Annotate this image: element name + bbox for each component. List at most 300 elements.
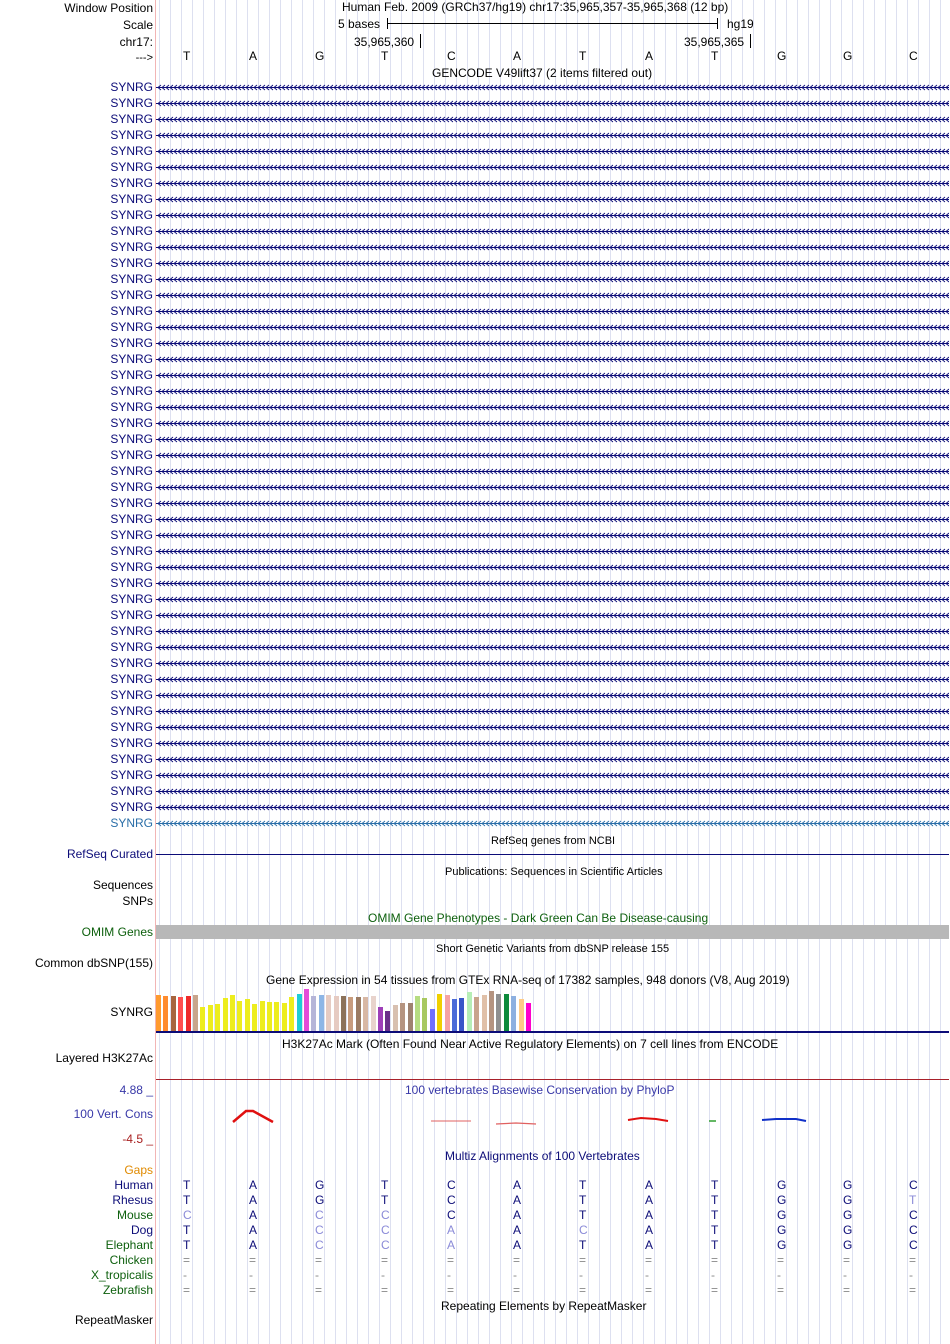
multiz-base: C — [447, 1178, 456, 1192]
base-letter: T — [381, 49, 389, 63]
multiz-base: T — [711, 1208, 719, 1222]
gencode-transcript[interactable] — [156, 579, 949, 588]
multiz-title: Multiz Alignments of 100 Vertebrates — [445, 1149, 640, 1163]
multiz-species-label[interactable]: Mouse — [116, 1208, 153, 1222]
position-right-tick — [750, 34, 751, 48]
gencode-gene-label[interactable]: SYNRG — [110, 640, 153, 654]
multiz-base: = — [249, 1253, 257, 1267]
gencode-gene-label[interactable]: SYNRG — [110, 784, 153, 798]
gencode-gene-label[interactable]: SYNRG — [110, 688, 153, 702]
gencode-gene-label[interactable]: SYNRG — [110, 624, 153, 638]
multiz-base: = — [183, 1253, 191, 1267]
gencode-gene-label[interactable]: SYNRG — [110, 352, 153, 366]
gtex-tissue-bar[interactable] — [356, 997, 361, 1031]
gencode-gene-label[interactable]: SYNRG — [110, 416, 153, 430]
multiz-base: A — [249, 1178, 258, 1192]
multiz-base: A — [447, 1223, 456, 1237]
gencode-gene-label[interactable]: SYNRG — [110, 160, 153, 174]
gencode-transcript[interactable] — [156, 675, 949, 684]
multiz-base: C — [381, 1238, 390, 1252]
h3k27ac-baseline — [156, 1079, 949, 1080]
multiz-base: = — [645, 1253, 653, 1267]
gencode-gene-label[interactable]: SYNRG — [110, 512, 153, 526]
phylop-peak-4 — [628, 1118, 668, 1121]
gtex-tissue-bar[interactable] — [437, 994, 442, 1031]
db-label: hg19 — [727, 17, 754, 31]
gtex-tissue-bar[interactable] — [252, 1004, 257, 1031]
multiz-species-label[interactable]: Dog — [130, 1223, 153, 1237]
h3k27ac-label[interactable]: Layered H3K27Ac — [55, 1051, 153, 1065]
gencode-transcript[interactable] — [156, 339, 949, 348]
multiz-base: A — [513, 1178, 522, 1192]
gtex-tissue-bar[interactable] — [474, 997, 479, 1031]
multiz-base: T — [579, 1208, 587, 1222]
gtex-tissue-bar[interactable] — [319, 995, 324, 1031]
chrom-label: chr17: — [119, 35, 153, 49]
gencode-transcript[interactable] — [156, 163, 949, 172]
multiz-base: T — [183, 1193, 191, 1207]
gencode-transcript[interactable] — [156, 243, 949, 252]
multiz-base: C — [315, 1238, 324, 1252]
multiz-base: G — [777, 1193, 787, 1207]
gencode-transcript[interactable] — [156, 435, 949, 444]
base-letter: G — [777, 49, 787, 63]
gencode-gene-label[interactable]: SYNRG — [110, 240, 153, 254]
gencode-gene-label[interactable]: SYNRG — [110, 96, 153, 110]
gencode-transcript[interactable] — [156, 403, 949, 412]
gencode-gene-label[interactable]: SYNRG — [110, 144, 153, 158]
gencode-gene-label[interactable]: SYNRG — [110, 608, 153, 622]
multiz-base: T — [579, 1238, 587, 1252]
omim-label[interactable]: OMIM Genes — [81, 925, 153, 939]
gencode-gene-label[interactable]: SYNRG — [110, 400, 153, 414]
gencode-transcript[interactable] — [156, 467, 949, 476]
multiz-base: C — [909, 1223, 918, 1237]
multiz-species-label[interactable]: Human — [114, 1178, 153, 1192]
gencode-gene-label[interactable]: SYNRG — [110, 528, 153, 542]
scale-text: 5 bases — [338, 17, 381, 31]
omim-feature-bar[interactable] — [156, 925, 949, 939]
gencode-transcript[interactable] — [156, 451, 949, 460]
multiz-base: - — [249, 1268, 253, 1282]
phylop-ymax: 4.88 _ — [119, 1083, 153, 1097]
gtex-tissue-bar[interactable] — [334, 996, 339, 1031]
gencode-transcript[interactable] — [156, 563, 949, 572]
multiz-base: = — [843, 1253, 851, 1267]
gencode-transcript[interactable] — [156, 179, 949, 188]
gencode-transcript[interactable] — [156, 387, 949, 396]
gtex-tissue-bar[interactable] — [311, 996, 316, 1031]
multiz-base: A — [645, 1178, 654, 1192]
gencode-gene-label[interactable]: SYNRG — [110, 112, 153, 126]
publications-title: Publications: Sequences in Scientific Articles — [445, 866, 663, 878]
multiz-base: = — [447, 1283, 455, 1297]
omim-title: OMIM Gene Phenotypes - Dark Green Can Be Disease-causing — [368, 911, 709, 925]
gencode-transcript[interactable] — [156, 707, 949, 716]
multiz-base: G — [843, 1193, 853, 1207]
gencode-gene-label[interactable]: SYNRG — [110, 496, 153, 510]
gtex-tissue-bar[interactable] — [348, 997, 353, 1031]
gtex-tissue-bar[interactable] — [526, 1003, 531, 1031]
gtex-tissue-bar[interactable] — [341, 996, 346, 1031]
h3k27ac-title: H3K27Ac Mark (Often Found Near Active Regulatory Elements) on 7 cell lines from ENCODE — [282, 1037, 779, 1051]
gencode-gene-label[interactable]: SYNRG — [110, 336, 153, 350]
dbsnp-label[interactable]: Common dbSNP(155) — [34, 956, 153, 970]
gencode-transcript[interactable] — [156, 627, 949, 636]
multiz-base: - — [381, 1268, 385, 1282]
base-letter: G — [315, 49, 325, 63]
gencode-transcript[interactable] — [156, 803, 949, 812]
multiz-base: = — [315, 1283, 323, 1297]
gencode-transcript[interactable] — [156, 723, 949, 732]
gencode-transcript[interactable] — [156, 691, 949, 700]
gencode-transcript[interactable] — [156, 307, 949, 316]
gtex-tissue-bar[interactable] — [193, 995, 198, 1031]
base-letter: T — [579, 49, 587, 63]
multiz-base: C — [381, 1223, 390, 1237]
multiz-base: G — [843, 1178, 853, 1192]
strand-label: ---> — [135, 52, 153, 64]
gtex-tissue-bar[interactable] — [223, 998, 228, 1031]
gtex-tissue-bar[interactable] — [385, 1011, 390, 1031]
gencode-transcript[interactable] — [156, 259, 949, 268]
assembly-title: Human Feb. 2009 (GRCh37/hg19) chr17:35,965,357-35,965,368 (12 bp) — [342, 0, 729, 14]
gencode-transcript[interactable] — [156, 659, 949, 668]
phylop-wiggle[interactable] — [156, 1100, 949, 1130]
gencode-transcript[interactable] — [156, 787, 949, 796]
multiz-base: C — [315, 1223, 324, 1237]
gtex-tissue-bar[interactable] — [186, 996, 191, 1031]
base-letter: A — [249, 49, 258, 63]
gencode-transcript[interactable] — [156, 131, 949, 140]
multiz-base: = — [249, 1283, 257, 1297]
gencode-gene-label[interactable]: SYNRG — [110, 592, 153, 606]
multiz-species-label[interactable]: Rhesus — [112, 1193, 153, 1207]
multiz-base: A — [513, 1223, 522, 1237]
snps-label[interactable]: SNPs — [122, 894, 153, 908]
gtex-tissue-bar[interactable] — [208, 1005, 213, 1031]
gencode-gene-label[interactable]: SYNRG — [110, 368, 153, 382]
multiz-base: C — [381, 1208, 390, 1222]
multiz-base: A — [249, 1193, 258, 1207]
multiz-base: C — [909, 1178, 918, 1192]
gencode-transcript[interactable] — [156, 275, 949, 284]
gencode-transcript[interactable] — [156, 611, 949, 620]
gtex-tissue-bar[interactable] — [267, 1002, 272, 1031]
multiz-base: T — [711, 1223, 719, 1237]
multiz-base: - — [513, 1268, 517, 1282]
phylop-peak-6 — [762, 1119, 806, 1121]
multiz-base: = — [183, 1283, 191, 1297]
gtex-tissue-bar[interactable] — [200, 1007, 205, 1031]
multiz-base: = — [381, 1253, 389, 1267]
phylop-title: 100 vertebrates Basewise Conservation by PhyloP — [405, 1083, 675, 1097]
gencode-gene-label[interactable]: SYNRG — [110, 752, 153, 766]
multiz-species-label[interactable]: X_tropicalis — [90, 1268, 153, 1282]
gencode-gene-label[interactable]: SYNRG — [110, 800, 153, 814]
gencode-gene-label[interactable]: SYNRG — [110, 576, 153, 590]
gtex-tissue-bar[interactable] — [489, 991, 494, 1031]
gencode-transcript[interactable] — [156, 323, 949, 332]
multiz-base: - — [909, 1268, 913, 1282]
gencode-gene-label[interactable]: SYNRG — [110, 128, 153, 142]
gtex-tissue-bar[interactable] — [519, 999, 524, 1031]
gencode-transcript[interactable] — [156, 419, 949, 428]
multiz-base: C — [447, 1208, 456, 1222]
multiz-base: A — [645, 1223, 654, 1237]
gtex-tissue-bar[interactable] — [260, 1001, 265, 1031]
gencode-transcript[interactable] — [156, 291, 949, 300]
gtex-tissue-bar[interactable] — [304, 989, 309, 1031]
multiz-base: A — [645, 1208, 654, 1222]
gtex-tissue-bar[interactable] — [371, 996, 376, 1031]
gtex-tissue-bar[interactable] — [163, 996, 168, 1031]
gencode-transcript[interactable] — [156, 115, 949, 124]
gencode-transcript[interactable] — [156, 227, 949, 236]
multiz-species-label[interactable]: Chicken — [109, 1253, 153, 1267]
gtex-tissue-bar[interactable] — [363, 997, 368, 1031]
gencode-transcript[interactable] — [156, 643, 949, 652]
gencode-transcript[interactable] — [156, 755, 949, 764]
multiz-species-label[interactable]: Zebrafish — [102, 1283, 153, 1297]
gencode-gene-label[interactable]: SYNRG — [110, 816, 153, 830]
multiz-base: = — [711, 1283, 719, 1297]
multiz-base: T — [183, 1178, 191, 1192]
gtex-tissue-bar[interactable] — [230, 995, 235, 1031]
multiz-base: C — [909, 1208, 918, 1222]
multiz-base: G — [777, 1208, 787, 1222]
scale-bar-left-tick — [387, 18, 388, 29]
multiz-base: - — [579, 1268, 583, 1282]
gencode-gene-label[interactable]: SYNRG — [110, 464, 153, 478]
repeatmasker-label[interactable]: RepeatMasker — [74, 1313, 153, 1327]
multiz-base: = — [777, 1253, 785, 1267]
gencode-transcript[interactable] — [156, 819, 949, 828]
gtex-tissue-bar[interactable] — [467, 992, 472, 1031]
position-right: 35,965,365 — [684, 35, 745, 49]
multiz-base: A — [447, 1238, 456, 1252]
gencode-transcript[interactable] — [156, 195, 949, 204]
gtex-tissue-bar[interactable] — [178, 997, 183, 1031]
multiz-base: T — [579, 1178, 587, 1192]
dbsnp-title: Short Genetic Variants from dbSNP release 155 — [436, 943, 670, 955]
gencode-gene-label[interactable]: SYNRG — [110, 656, 153, 670]
gencode-transcript[interactable] — [156, 771, 949, 780]
multiz-base: C — [579, 1223, 588, 1237]
gencode-gene-label[interactable]: SYNRG — [110, 448, 153, 462]
gencode-gene-label[interactable]: SYNRG — [110, 208, 153, 222]
multiz-base: T — [909, 1193, 917, 1207]
refseq-gene-line[interactable] — [156, 854, 949, 855]
multiz-base: A — [513, 1193, 522, 1207]
gtex-tissue-bar[interactable] — [452, 999, 457, 1031]
gtex-tissue-bar[interactable] — [445, 995, 450, 1031]
gtex-tissue-bar[interactable] — [282, 1003, 287, 1031]
multiz-base: = — [579, 1283, 587, 1297]
multiz-base: G — [777, 1238, 787, 1252]
window-position-label: Window Position — [64, 1, 153, 15]
multiz-base: = — [909, 1283, 917, 1297]
multiz-base: A — [513, 1238, 522, 1252]
gencode-gene-label[interactable]: SYNRG — [110, 768, 153, 782]
gtex-tissue-bar[interactable] — [237, 1001, 242, 1031]
multiz-base: C — [447, 1193, 456, 1207]
gtex-tissue-bar[interactable] — [326, 995, 331, 1031]
gencode-gene-label[interactable]: SYNRG — [110, 320, 153, 334]
multiz-base: = — [381, 1283, 389, 1297]
gtex-tissue-bar[interactable] — [430, 1009, 435, 1031]
multiz-base: G — [843, 1208, 853, 1222]
gencode-gene-label[interactable]: SYNRG — [110, 480, 153, 494]
base-letter: A — [645, 49, 654, 63]
gencode-transcript[interactable] — [156, 515, 949, 524]
multiz-base: = — [711, 1253, 719, 1267]
multiz-base: C — [183, 1208, 192, 1222]
multiz-base: T — [711, 1238, 719, 1252]
multiz-base: G — [315, 1178, 325, 1192]
position-left: 35,965,360 — [354, 35, 415, 49]
multiz-base: G — [315, 1193, 325, 1207]
gencode-transcript[interactable] — [156, 147, 949, 156]
gtex-tissue-bar[interactable] — [504, 994, 509, 1031]
gencode-transcript[interactable] — [156, 499, 949, 508]
multiz-base: = — [513, 1253, 521, 1267]
multiz-base: C — [315, 1208, 324, 1222]
multiz-base: T — [381, 1178, 389, 1192]
multiz-base: G — [777, 1178, 787, 1192]
gencode-gene-label[interactable]: SYNRG — [110, 288, 153, 302]
multiz-base: A — [513, 1208, 522, 1222]
gencode-transcript[interactable] — [156, 547, 949, 556]
base-letter: C — [447, 49, 456, 63]
gtex-tissue-bar[interactable] — [156, 995, 161, 1031]
multiz-base: = — [777, 1283, 785, 1297]
gtex-label[interactable]: SYNRG — [110, 1005, 153, 1019]
repeatmasker-title: Repeating Elements by RepeatMasker — [441, 1299, 647, 1313]
sequences-label[interactable]: Sequences — [92, 878, 153, 892]
multiz-base: - — [645, 1268, 649, 1282]
refseq-title: RefSeq genes from NCBI — [491, 835, 616, 847]
base-letter: T — [711, 49, 719, 63]
gtex-tissue-bar[interactable] — [378, 1007, 383, 1031]
gencode-gene-label[interactable]: SYNRG — [110, 384, 153, 398]
multiz-base: C — [909, 1238, 918, 1252]
multiz-base: - — [711, 1268, 715, 1282]
multiz-base: G — [843, 1238, 853, 1252]
multiz-base: A — [249, 1208, 258, 1222]
gencode-gene-label[interactable]: SYNRG — [110, 736, 153, 750]
gencode-gene-label[interactable]: SYNRG — [110, 192, 153, 206]
multiz-base: A — [645, 1238, 654, 1252]
multiz-base: - — [183, 1268, 187, 1282]
gtex-tissue-bar[interactable] — [496, 994, 501, 1031]
gencode-gene-label[interactable]: SYNRG — [110, 304, 153, 318]
gencode-gene-label[interactable]: SYNRG — [110, 560, 153, 574]
gencode-transcript[interactable] — [156, 531, 949, 540]
gtex-title: Gene Expression in 54 tissues from GTEx RNA-seq of 17382 samples, 948 donors (V8, Aug 2019) — [266, 973, 790, 987]
scale-bar-right-tick — [717, 18, 718, 29]
gencode-transcript[interactable] — [156, 371, 949, 380]
base-letter: T — [183, 49, 191, 63]
multiz-base: T — [579, 1193, 587, 1207]
multiz-base: - — [777, 1268, 781, 1282]
multiz-species-label[interactable]: Elephant — [105, 1238, 153, 1252]
gtex-tissue-bar[interactable] — [289, 997, 294, 1031]
phylop-label[interactable]: 100 Vert. Cons — [73, 1107, 153, 1121]
gencode-gene-label[interactable]: SYNRG — [110, 256, 153, 270]
gaps-label[interactable]: Gaps — [124, 1163, 153, 1177]
multiz-base: T — [711, 1178, 719, 1192]
phylop-ymin: -4.5 _ — [122, 1132, 153, 1146]
gtex-tissue-bar[interactable] — [400, 1003, 405, 1031]
gtex-tissue-bar[interactable] — [459, 998, 464, 1031]
multiz-base: = — [579, 1253, 587, 1267]
gtex-tissue-bar[interactable] — [511, 996, 516, 1031]
refseq-label[interactable]: RefSeq Curated — [66, 847, 153, 861]
gencode-transcript[interactable] — [156, 483, 949, 492]
multiz-base: G — [843, 1223, 853, 1237]
multiz-base: T — [381, 1193, 389, 1207]
gtex-tissue-bar[interactable] — [245, 999, 250, 1031]
gencode-transcript[interactable] — [156, 739, 949, 748]
base-letter: G — [843, 49, 853, 63]
gtex-tissue-bar[interactable] — [297, 994, 302, 1031]
gtex-bar-chart[interactable] — [156, 989, 949, 1031]
gtex-tissue-bar[interactable] — [274, 1002, 279, 1031]
gtex-tissue-bar[interactable] — [482, 995, 487, 1031]
phylop-segment-3 — [496, 1123, 536, 1124]
scale-bar — [387, 23, 718, 24]
multiz-base: T — [711, 1193, 719, 1207]
gencode-gene-label[interactable]: SYNRG — [110, 544, 153, 558]
gtex-tissue-bar[interactable] — [215, 1004, 220, 1031]
gtex-tissue-bar[interactable] — [408, 1003, 413, 1031]
gtex-tissue-bar[interactable] — [422, 998, 427, 1031]
multiz-base: A — [249, 1223, 258, 1237]
phylop-peak-1 — [233, 1111, 273, 1122]
gencode-gene-label[interactable]: SYNRG — [110, 704, 153, 718]
gencode-gene-label[interactable]: SYNRG — [110, 432, 153, 446]
gtex-tissue-bar[interactable] — [393, 1005, 398, 1031]
gencode-transcript[interactable] — [156, 211, 949, 220]
gtex-tissue-bar[interactable] — [171, 996, 176, 1031]
multiz-base: = — [909, 1253, 917, 1267]
gencode-gene-label[interactable]: SYNRG — [110, 224, 153, 238]
gtex-baseline — [156, 1031, 949, 1033]
position-left-tick — [420, 34, 421, 48]
gencode-transcript[interactable] — [156, 83, 949, 92]
multiz-base: T — [183, 1223, 191, 1237]
multiz-base: - — [843, 1268, 847, 1282]
multiz-base: G — [777, 1223, 787, 1237]
gencode-transcript[interactable] — [156, 355, 949, 364]
multiz-base: - — [447, 1268, 451, 1282]
multiz-base: - — [315, 1268, 319, 1282]
gencode-gene-label[interactable]: SYNRG — [110, 720, 153, 734]
gtex-tissue-bar[interactable] — [415, 996, 420, 1031]
multiz-base: A — [249, 1238, 258, 1252]
multiz-base: T — [183, 1238, 191, 1252]
multiz-base: = — [315, 1253, 323, 1267]
gencode-gene-label[interactable]: SYNRG — [110, 272, 153, 286]
gencode-gene-label[interactable]: SYNRG — [110, 672, 153, 686]
gencode-gene-label[interactable]: SYNRG — [110, 176, 153, 190]
gencode-transcript[interactable] — [156, 99, 949, 108]
base-letter: C — [909, 49, 918, 63]
multiz-base: A — [645, 1193, 654, 1207]
gencode-transcript[interactable] — [156, 595, 949, 604]
gencode-gene-label[interactable]: SYNRG — [110, 80, 153, 94]
